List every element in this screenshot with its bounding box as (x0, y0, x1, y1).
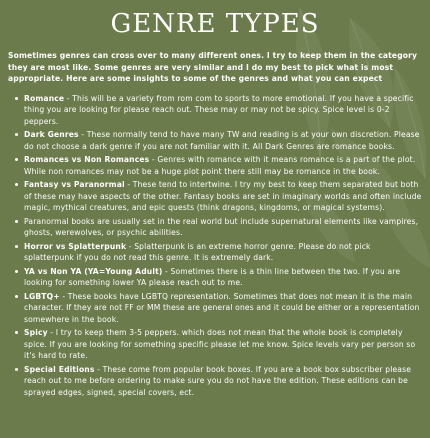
genre-description: Paranormal books are usually set in the real world but include supernatural elements like vampires, ghosts, werewolves, or psychic abilities. (24, 216, 419, 237)
genre-description: - This will be a variety from rom com to sports to more emotional. If you have a specific thing you are looking for please reach out. These may or may not be spicy. Spice level is 0-2 peppers. (24, 93, 414, 126)
genre-description: - These tend to intertwine. I try my best to keep them separated but both of these may have aspects of the other. Fantasy books are set in imaginary worlds and often include magic, mythical creatures, and epic quests (think dragons, kingdoms, or magical systems). (24, 180, 422, 212)
list-item (24, 216, 422, 239)
genre-term: Romances vs Non Romances (24, 155, 150, 164)
list-item (24, 93, 422, 128)
list-item (24, 327, 422, 362)
list-item (24, 154, 422, 177)
genre-description: - Splatterpunk is an extreme horror genre. Please do not pick splatterpunk if you do not read this genre. It is extremely dark. (24, 241, 371, 262)
list-item (24, 241, 422, 264)
genre-term: LGBTQ+ (24, 291, 60, 301)
genre-description: - These normally tend to have many TW and reading is at your own discretion. Please do not choose a dark genre if you are not familiar with it. All Dark Genres are romance books. (24, 130, 420, 151)
genre-description: - I try to keep them 3-5 peppers. which does not mean that the whole book is completely spice. If you are looking for something specific please let me know. Spice levels vary per person so it's hard to rate. (24, 328, 416, 360)
list-item (24, 129, 422, 152)
list-item (24, 291, 422, 326)
genre-term: Spicy (24, 328, 48, 337)
genre-term: YA vs Non YA (YA=Young Adult) (24, 266, 163, 276)
genre-list (8, 93, 422, 399)
genre-term: Romance (24, 93, 65, 103)
intro-paragraph: Sometimes genres can cross over to many different ones. I try to keep them in the category they are most like. Some genres are very similar and I do my best to pick what is most appropriate. Here are some insights to some of the genres and what you can expect (8, 51, 418, 83)
genre-term: Horror vs Splatterpunk (24, 241, 127, 251)
list-item (24, 179, 422, 214)
genre-term: Dark Genres (24, 130, 79, 139)
genre-description: - These books have LGBTQ representation. Sometimes that does not mean it is the main character. If they are not FF or MM these are general ones and it could be either or a representation somewhere in the book. (24, 291, 420, 324)
list-item (24, 364, 422, 399)
genre-description: - These come from popular book boxes. If you are a book box subscriber please reach out to me before ordering to make sure you do not have the edition. These editions can be sprayed edges, signed, special covers, ect. (24, 364, 412, 397)
list-item (24, 266, 422, 289)
genre-term: Special Editions (24, 364, 95, 374)
genre-description: - Genres with romance with it means romance is a part of the plot. While non romances may not be a huge plot point there still may be romance in the book. (24, 155, 416, 176)
genre-info-panel (0, 8, 430, 398)
genre-description: - Sometimes there is a thin line between the two. If you are looking for something lower YA please reach out to me. (24, 266, 401, 287)
page-title: GENRE TYPES (110, 9, 320, 39)
genre-term: Fantasy vs Paranormal (24, 180, 125, 189)
